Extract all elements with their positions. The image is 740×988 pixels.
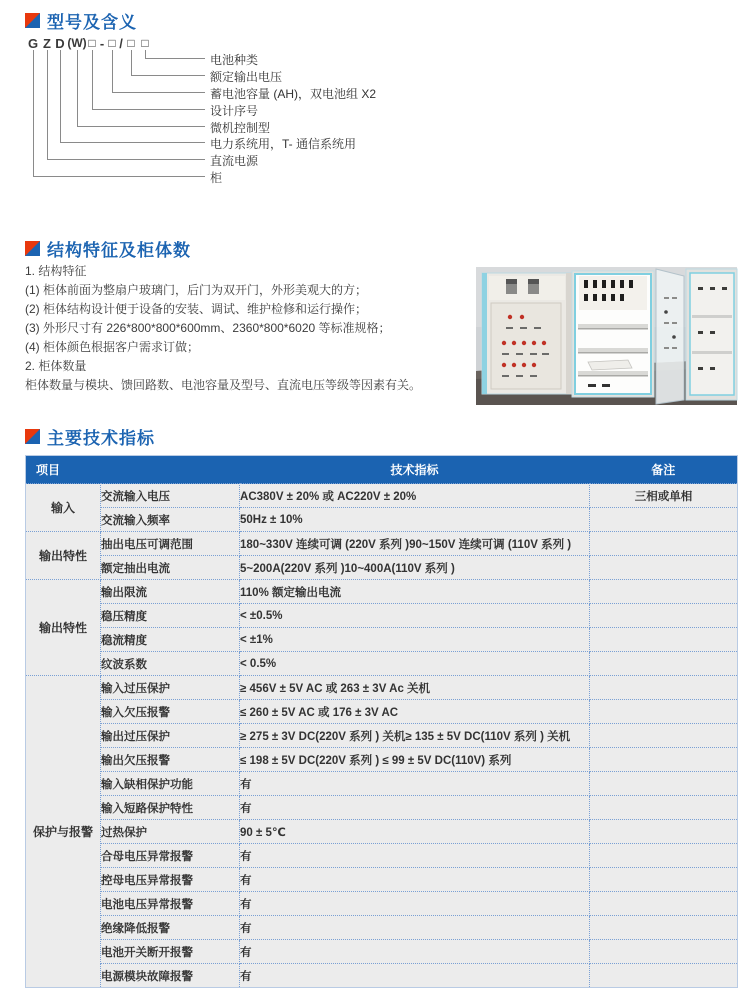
section-bullet-icon bbox=[25, 241, 40, 256]
spec-cell: 有 bbox=[240, 772, 590, 796]
model-code-part: □ bbox=[141, 36, 149, 50]
item-cell: 输入欠压报警 bbox=[101, 700, 240, 724]
section-bullet-icon bbox=[25, 13, 40, 28]
remark-cell bbox=[590, 556, 738, 580]
group-cell: 输出特性 bbox=[26, 580, 101, 676]
item-cell: 输出限流 bbox=[101, 580, 240, 604]
table-header-remark: 备注 bbox=[590, 456, 738, 484]
remark-cell bbox=[590, 796, 738, 820]
section-tech-heading bbox=[25, 424, 155, 449]
model-meaning-label: 电力系统用，T- 通信系统用 bbox=[210, 137, 356, 151]
table-row bbox=[26, 916, 738, 940]
section-model-heading bbox=[25, 8, 137, 33]
structure-line: (3) 外形尺寸有 226*800*800*600mm、2360*800*6020 等标准规格； bbox=[25, 321, 391, 335]
connector-line bbox=[33, 50, 205, 177]
item-cell: 输出过压保护 bbox=[101, 724, 240, 748]
item-cell: 额定抽出电流 bbox=[101, 556, 240, 580]
spec-cell: 50Hz ± 10% bbox=[240, 508, 590, 532]
remark-cell bbox=[590, 700, 738, 724]
model-code-part: G bbox=[27, 36, 39, 51]
table-row bbox=[26, 676, 738, 700]
remark-cell bbox=[590, 868, 738, 892]
spec-cell: 110% 额定输出电流 bbox=[240, 580, 590, 604]
spec-cell: 有 bbox=[240, 796, 590, 820]
remark-cell bbox=[590, 676, 738, 700]
spec-cell: 有 bbox=[240, 964, 590, 988]
model-code-part: / bbox=[119, 36, 123, 51]
group-cell: 输入 bbox=[26, 484, 101, 532]
spec-cell: ≤ 260 ± 5V AC 或 176 ± 3V AC bbox=[240, 700, 590, 724]
item-cell: 电源模块故障报警 bbox=[101, 964, 240, 988]
model-code-part: - bbox=[99, 36, 105, 51]
item-cell: 抽出电压可调范围 bbox=[101, 532, 240, 556]
structure-line: 柜体数量与模块、馈回路数、电池容量及型号、直流电压等级等因素有关。 bbox=[25, 378, 422, 392]
remark-cell bbox=[590, 724, 738, 748]
spec-cell: ≥ 456V ± 5V AC 或 263 ± 3V Ac 关机 bbox=[240, 676, 590, 700]
remark-cell bbox=[590, 964, 738, 988]
remark-cell: 三相或单相 bbox=[590, 484, 738, 508]
table-row bbox=[26, 724, 738, 748]
spec-cell: 180~330V 连续可调 (220V 系列 )90~150V 连续可调 (110V 系列 ) bbox=[240, 532, 590, 556]
spec-cell: < ±1% bbox=[240, 628, 590, 652]
section-title: 型号及含义 bbox=[47, 13, 137, 32]
remark-cell bbox=[590, 508, 738, 532]
remark-cell bbox=[590, 916, 738, 940]
item-cell: 纹波系数 bbox=[101, 652, 240, 676]
model-meaning-label: 柜 bbox=[210, 171, 223, 185]
table-header-row bbox=[26, 456, 738, 484]
remark-cell bbox=[590, 892, 738, 916]
model-code-part: □ bbox=[127, 36, 135, 50]
table-row bbox=[26, 868, 738, 892]
spec-cell: 有 bbox=[240, 940, 590, 964]
structure-line: 2. 柜体数量 bbox=[25, 359, 87, 373]
table-row bbox=[26, 556, 738, 580]
remark-cell bbox=[590, 580, 738, 604]
remark-cell bbox=[590, 844, 738, 868]
spec-cell: 有 bbox=[240, 892, 590, 916]
item-cell: 控母电压异常报警 bbox=[101, 868, 240, 892]
item-cell: 稳流精度 bbox=[101, 628, 240, 652]
model-meaning-label: 直流电源 bbox=[210, 154, 259, 168]
section-bullet-icon bbox=[25, 429, 40, 444]
remark-cell bbox=[590, 652, 738, 676]
table-row bbox=[26, 820, 738, 844]
remark-cell bbox=[590, 748, 738, 772]
item-cell: 输入短路保护特性 bbox=[101, 796, 240, 820]
item-cell: 稳压精度 bbox=[101, 604, 240, 628]
model-meaning-label: 蓄电池容量 (AH)，双电池组 X2 bbox=[210, 87, 377, 101]
table-row bbox=[26, 772, 738, 796]
model-meaning-label: 微机控制型 bbox=[210, 121, 271, 135]
group-cell: 保护与报警 bbox=[26, 676, 101, 988]
remark-cell bbox=[590, 532, 738, 556]
model-meaning-label: 电池种类 bbox=[210, 53, 259, 67]
table-row bbox=[26, 796, 738, 820]
item-cell: 输出欠压报警 bbox=[101, 748, 240, 772]
table-row bbox=[26, 844, 738, 868]
table-header-spec: 技术指标 bbox=[240, 456, 590, 484]
table-row bbox=[26, 964, 738, 988]
remark-cell bbox=[590, 940, 738, 964]
spec-cell: ≥ 275 ± 3V DC(220V 系列 ) 关机≥ 135 ± 5V DC(110V 系列 ) 关机 bbox=[240, 724, 590, 748]
table-row bbox=[26, 940, 738, 964]
item-cell: 绝缘降低报警 bbox=[101, 916, 240, 940]
section-title: 结构特征及柜体数 bbox=[47, 241, 191, 260]
item-cell: 过热保护 bbox=[101, 820, 240, 844]
table-row bbox=[26, 532, 738, 556]
table-row bbox=[26, 484, 738, 508]
spec-cell: 5~200A(220V 系列 )10~400A(110V 系列 ) bbox=[240, 556, 590, 580]
table-row bbox=[26, 748, 738, 772]
spec-cell: 有 bbox=[240, 868, 590, 892]
structure-line: (2) 柜体结构设计便于设备的安装、调试、维护检修和运行操作； bbox=[25, 302, 368, 316]
remark-cell bbox=[590, 604, 738, 628]
model-code-part: D bbox=[55, 36, 65, 51]
item-cell: 交流输入电压 bbox=[101, 484, 240, 508]
model-code-part: □ bbox=[88, 36, 96, 50]
spec-cell: ≤ 198 ± 5V DC(220V 系列 ) ≤ 99 ± 5V DC(110V) 系列 bbox=[240, 748, 590, 772]
table-row bbox=[26, 604, 738, 628]
model-code-part: □ bbox=[108, 36, 116, 50]
structure-text bbox=[25, 262, 470, 395]
table-row bbox=[26, 892, 738, 916]
spec-cell: < ±0.5% bbox=[240, 604, 590, 628]
group-cell: 输出特性 bbox=[26, 532, 101, 580]
model-code-part: (W) bbox=[67, 36, 87, 50]
spec-cell: 有 bbox=[240, 916, 590, 940]
item-cell: 输入缺相保护功能 bbox=[101, 772, 240, 796]
table-row bbox=[26, 508, 738, 532]
remark-cell bbox=[590, 772, 738, 796]
structure-line: (4) 柜体颜色根据客户需求订做； bbox=[25, 340, 200, 354]
section-structure-heading bbox=[25, 236, 191, 261]
spec-cell: < 0.5% bbox=[240, 652, 590, 676]
section-title: 主要技术指标 bbox=[47, 429, 155, 448]
spec-cell: 有 bbox=[240, 844, 590, 868]
model-meaning-label: 额定输出电压 bbox=[210, 70, 283, 84]
item-cell: 输入过压保护 bbox=[101, 676, 240, 700]
structure-line: 1. 结构特征 bbox=[25, 264, 87, 278]
item-cell: 交流输入频率 bbox=[101, 508, 240, 532]
table-row bbox=[26, 628, 738, 652]
table-row bbox=[26, 580, 738, 604]
remark-cell bbox=[590, 628, 738, 652]
item-cell: 合母电压异常报警 bbox=[101, 844, 240, 868]
item-cell: 电池电压异常报警 bbox=[101, 892, 240, 916]
spec-cell: 90 ± 5℃ bbox=[240, 820, 590, 844]
remark-cell bbox=[590, 820, 738, 844]
cabinet-photo bbox=[476, 267, 737, 405]
table-row bbox=[26, 652, 738, 676]
item-cell: 电池开关断开报警 bbox=[101, 940, 240, 964]
table-row bbox=[26, 700, 738, 724]
structure-line: (1) 柜体前面为整扇户玻璃门，后门为双开门，外形美观大的方； bbox=[25, 283, 368, 297]
spec-cell: AC380V ± 20% 或 AC220V ± 20% bbox=[240, 484, 590, 508]
table-header-item: 项目 bbox=[26, 456, 240, 484]
model-meaning-label: 设计序号 bbox=[210, 104, 259, 118]
model-code-part: Z bbox=[43, 36, 51, 51]
spec-table bbox=[25, 455, 738, 988]
